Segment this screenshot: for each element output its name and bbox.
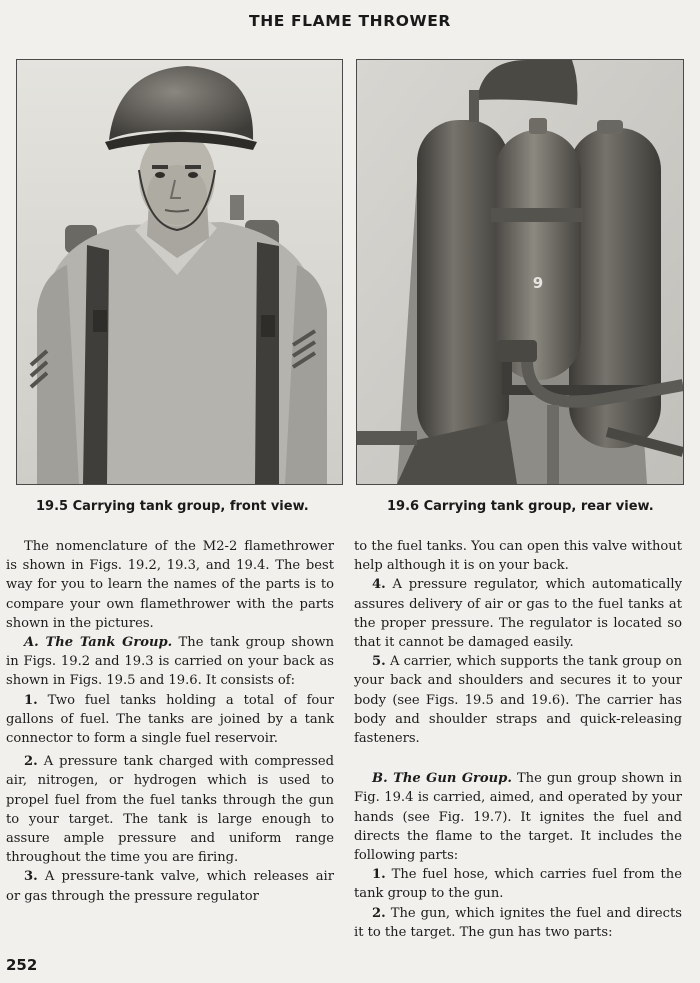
paragraph: 3. A pressure-tank valve, which releases air or gas through the pressure regulator xyxy=(6,869,334,904)
paragraph: 4. A pressure regulator, which automatically assures delivery of air or gas to the fuel tanks at the proper pressure. The regulator is located so that it cannot be damaged easily. xyxy=(354,577,682,651)
paragraph: B. The Gun Group. The gun group shown in Fig. 19.4 is carried, aimed, and operated by your hands (see Fig. 19.7). It ignites the fuel and directs the flame to the target. It includes the following parts: xyxy=(354,771,682,864)
figure-19-6-caption: 19.6 Carrying tank group, rear view. xyxy=(387,499,654,514)
item-number: 1. xyxy=(24,692,38,708)
page-header: THE FLAME THROWER xyxy=(249,12,451,30)
section-heading: B. The Gun Group. xyxy=(372,771,512,787)
paragraph: 1. Two fuel tanks holding a total of four gallons of fuel. The tanks are joined by a tank connector to form a single fuel reservoir. xyxy=(6,692,334,747)
item-number: 3. xyxy=(24,869,38,885)
paragraph: 1. The fuel hose, which carries fuel from the tank group to the gun. xyxy=(354,867,682,902)
paragraph: 2. The gun, which ignites the fuel and directs it to the target. The gun has two parts: xyxy=(354,905,682,940)
item-number: 2. xyxy=(372,905,386,921)
figure-19-5-caption: 19.5 Carrying tank group, front view. xyxy=(36,499,309,514)
tank-label: 9 xyxy=(532,274,544,292)
item-number: 1. xyxy=(372,867,386,883)
paragraph: 5. A carrier, which supports the tank group on your back and shoulders and secures it to your body (see Figs. 19.5 and 19.6). The carrier has body and shoulder straps and quick-releasing fasteners. xyxy=(354,654,682,747)
item-number: 5. xyxy=(372,654,386,670)
paragraph: The nomenclature of the M2-2 flamethrower is shown in Figs. 19.2, 19.3, and 19.4. The best way for you to learn the names of the parts is to compare your own flamethrower with the parts shown in the pictures. xyxy=(6,539,334,631)
section-heading: A. The Tank Group. xyxy=(24,635,173,651)
left-text-column xyxy=(6,537,334,906)
right-text-column xyxy=(354,537,682,942)
page-number: 252 xyxy=(6,956,38,974)
paragraph: to the fuel tanks. You can open this valve without help although it is on your back. xyxy=(354,539,682,574)
paragraph: 2. A pressure tank charged with compressed air, nitrogen, or hydrogen which is used to propel fuel from the fuel tanks through the gun to your target. The tank is large enough to assure ample pressure and uniform range throughout the time you are firing. xyxy=(6,754,334,866)
soldier-front-illustration xyxy=(17,60,342,484)
paragraph: A. The Tank Group. The tank group shown in Figs. 19.2 and 19.3 is carried on your back as shown in Figs. 19.5 and 19.6. It consists of: xyxy=(6,635,335,689)
figure-19-5-photo xyxy=(16,59,343,485)
figure-19-6-photo xyxy=(356,59,684,485)
item-number: 2. xyxy=(24,754,38,770)
item-number: 4. xyxy=(372,577,386,593)
tank-group-rear-illustration xyxy=(357,60,683,484)
